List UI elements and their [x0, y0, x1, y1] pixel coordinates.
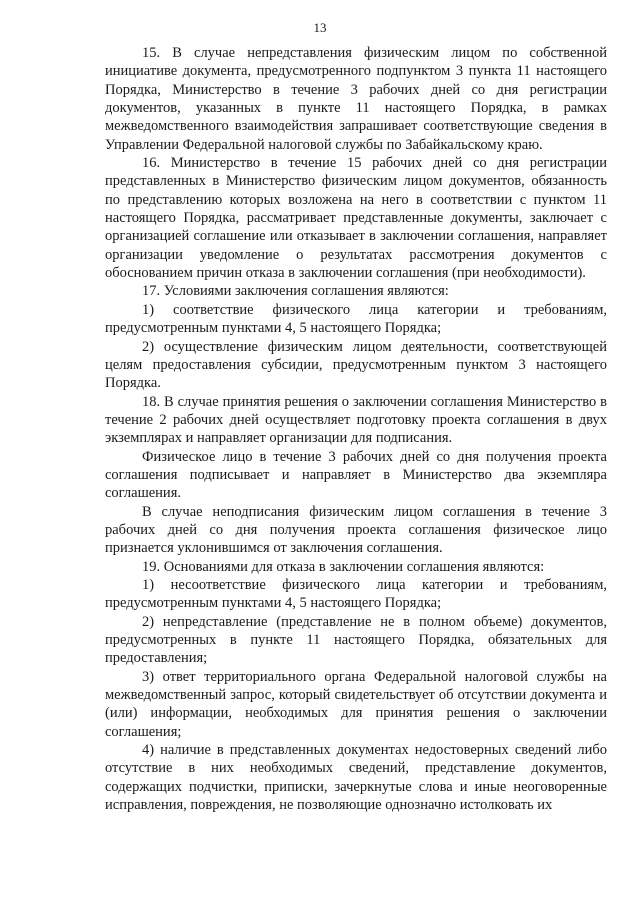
document-body: [105, 44, 607, 814]
paragraph-19: 19. Основаниями для отказа в заключении соглашения являются:: [142, 558, 545, 575]
list-item-17-2: 2) осуществление физическим лицом деятельности, соответствующей целям предоставления субсидии, предусмотренным пунктом 3 настоящего Порядка.: [105, 338, 607, 392]
list-item-19-3: 3) ответ территориального органа Федеральной налоговой службы на межведомственный запрос, который свидетельствует об отсутствии документа и (или) информации, необходимых для принятия решения о заключении соглашения;: [105, 668, 607, 740]
list-item-17-1: 1) соответствие физического лица категории и требованиям, предусмотренным пунктами 4, 5 настоящего Порядка;: [105, 301, 607, 337]
paragraph-18-signing: Физическое лицо в течение 3 рабочих дней со дня получения проекта соглашения подписывает и направляет в Министерство два экземпляра соглашения.: [105, 448, 607, 502]
paragraph-16: 16. Министерство в течение 15 рабочих дней со дня регистрации представленных в Министерство физическим лицом документов, обязанность по представлению которых возложена на него в соответствии с пунктом 11 настоящего Порядка, рассматривает представленные документы, заключает с организацией соглашение или отказывает в заключении соглашения, направляет организации уведомление о результатах рассмотрения документов с обоснованием причин отказа в заключении соглашения (при необходимости).: [105, 155, 607, 282]
paragraph-17: 17. Условиями заключения соглашения являются:: [142, 283, 449, 300]
page-number: 13: [313, 20, 327, 35]
list-item-19-2: 2) непредставление (представление не в полном объеме) документов, предусмотренных в пункте 11 настоящего Порядка, обязательных для предоставления;: [105, 613, 607, 667]
paragraph-18-evasion: В случае неподписания физическим лицом соглашения в течение 3 рабочих дней со дня получения проекта соглашения физическое лицо признается уклонившимся от заключения соглашения.: [105, 503, 607, 557]
list-item-19-4: 4) наличие в представленных документах недостоверных сведений либо отсутствие в них необходимых сведений, представление документов, содержащих подчистки, приписки, зачеркнутые слова и иные неоговоренные исправления, повреждения, не позволяющие однозначно истолковать их: [105, 742, 607, 814]
list-item-19-1: 1) несоответствие физического лица категории и требованиям, предусмотренным пунктами 4, 5 настоящего Порядка;: [105, 576, 607, 612]
paragraph-15: 15. В случае непредставления физическим лицом по собственной инициативе документа, предусмотренного подпунктом 3 пункта 11 настоящего Порядка, Министерство в течение 3 рабочих дней со дня регистрации документов, указанных в пункте 11 настоящего Порядка, в рамках межведомственного взаимодействия запрашивает соответствующие сведения в Управлении Федеральной налоговой службы по Забайкальскому краю.: [105, 45, 607, 153]
paragraph-18: 18. В случае принятия решения о заключении соглашения Министерство в течение 2 рабочих дней осуществляет подготовку проекта соглашения в двух экземплярах и направляет организации для подписания.: [105, 393, 607, 447]
